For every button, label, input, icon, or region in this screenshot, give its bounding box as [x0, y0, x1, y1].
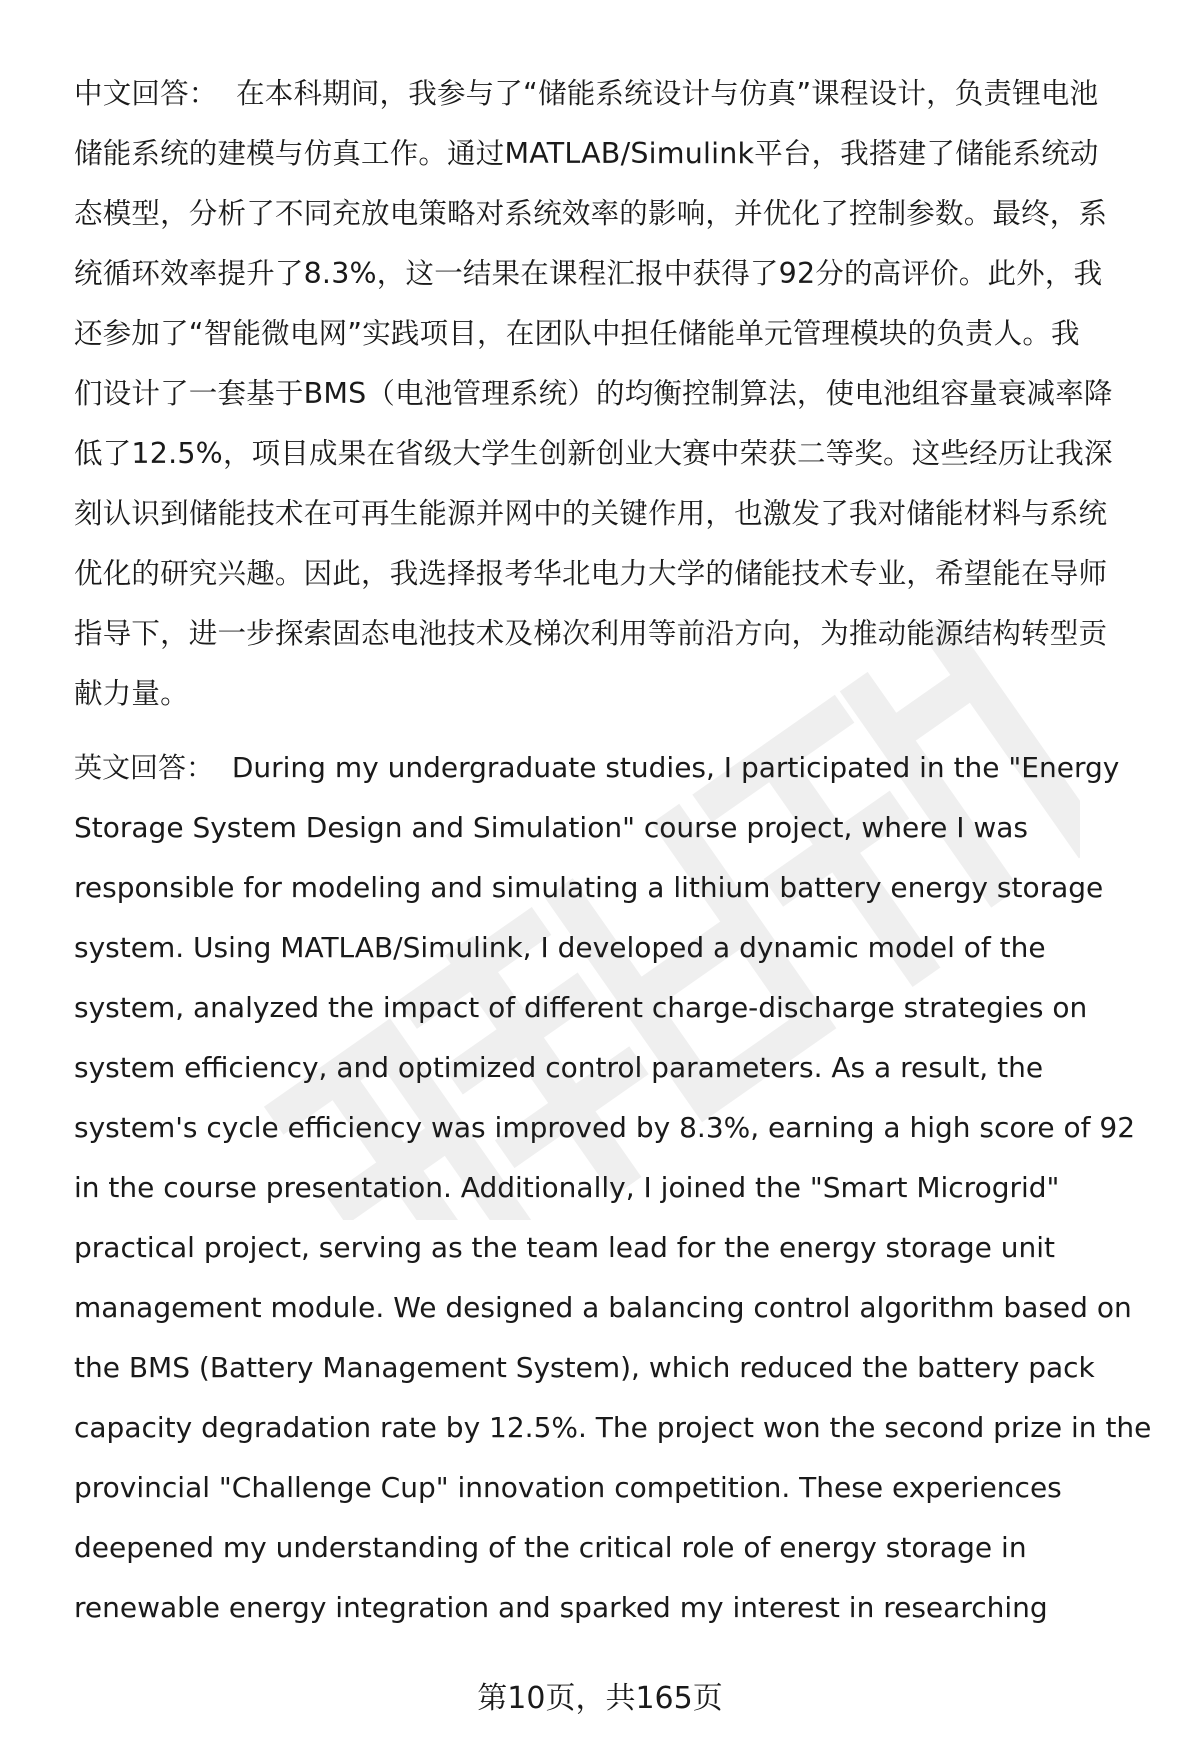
answer-en-line: During my undergraduate studies, I participated in the "Energy	[231, 751, 1120, 784]
answer-cn-paragraph	[74, 64, 1164, 724]
answer-cn-line: 统循环效率提升了8.3%，这一结果在课程汇报中获得了92分的高评价。此外，我	[74, 257, 1103, 290]
answer-en-paragraph	[74, 738, 1164, 1638]
answer-cn-line: 刻认识到储能技术在可再生能源并网中的关键作用，也激发了我对储能材料与系统	[74, 497, 1108, 530]
answer-en-line: system. Using MATLAB/Simulink, I developed a dynamic model of the	[74, 931, 1046, 964]
answer-cn-line: 低了12.5%，项目成果在省级大学生创新创业大赛中荣获二等奖。这些经历让我深	[74, 437, 1113, 470]
answer-en-line: system's cycle efficiency was improved by 8.3%, earning a high score of 92	[74, 1111, 1136, 1144]
answer-cn-label: 中文回答：	[74, 77, 218, 110]
answer-cn-line: 态模型，分析了不同充放电策略对系统效率的影响，并优化了控制参数。最终，系	[74, 197, 1108, 230]
answer-en-line: system, analyzed the impact of different charge-discharge strategies on	[74, 991, 1088, 1024]
answer-en-line: responsible for modeling and simulating a lithium battery energy storage	[74, 871, 1104, 904]
answer-en-line: system efficiency, and optimized control parameters. As a result, the	[74, 1051, 1044, 1084]
answer-en-line: deepened my understanding of the critical role of energy storage in	[74, 1531, 1027, 1564]
answer-cn-line: 指导下，进一步探索固态电池技术及梯次利用等前沿方向，为推动能源结构转型贡	[74, 617, 1108, 650]
answer-cn-line: 们设计了一套基于BMS（电池管理系统）的均衡控制算法，使电池组容量衰减率降	[74, 377, 1113, 410]
answer-cn-line: 储能系统的建模与仿真工作。通过MATLAB/Simulink平台，我搭建了储能系统动	[74, 137, 1099, 170]
page-number-footer: 第10页，共165页	[477, 1681, 723, 1716]
answer-cn-line: 在本科期间，我参与了“储能系统设计与仿真”课程设计，负责锂电池	[236, 77, 1099, 110]
answer-en-line: provincial "Challenge Cup" innovation competition. These experiences	[74, 1471, 1062, 1504]
answer-en-line: in the course presentation. Additionally, I joined the "Smart Microgrid"	[74, 1171, 1060, 1204]
answer-en-line: management module. We designed a balancing control algorithm based on	[74, 1291, 1132, 1324]
answer-en-line: the BMS (Battery Management System), which reduced the battery pack	[74, 1351, 1095, 1384]
answer-cn-line: 优化的研究兴趣。因此，我选择报考华北电力大学的储能技术专业，希望能在导师	[74, 557, 1108, 590]
answer-en-label: 英文回答：	[74, 751, 215, 784]
answer-en-line: renewable energy integration and sparked my interest in researching	[74, 1591, 1048, 1624]
answer-en-line: practical project, serving as the team lead for the energy storage unit	[74, 1231, 1056, 1264]
answer-cn-line: 献力量。	[74, 677, 189, 710]
document-body	[74, 64, 1164, 1638]
answer-en-line: Storage System Design and Simulation" course project, where I was	[74, 811, 1029, 844]
answer-cn-line: 还参加了“智能微电网”实践项目，在团队中担任储能单元管理模块的负责人。我	[74, 317, 1080, 350]
answer-en-line: capacity degradation rate by 12.5%. The project won the second prize in the	[74, 1411, 1152, 1444]
